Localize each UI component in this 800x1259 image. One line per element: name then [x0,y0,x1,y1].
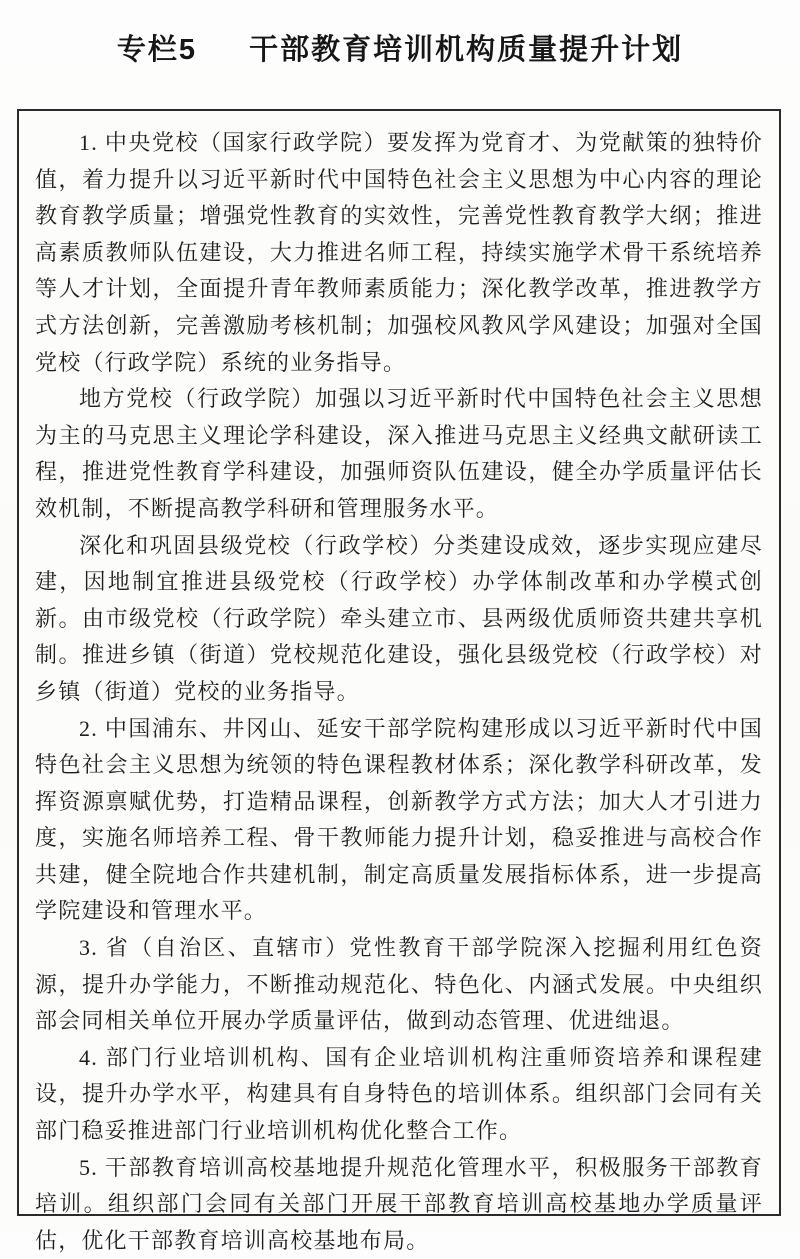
page-title [0,0,800,68]
paragraph-3: 深化和巩固县级党校（行政学校）分类建设成效，逐步实现应建尽建，因地制宜推进县级党校（行政学校）办学体制改革和办学模式创新。由市级党校（行政学院）牵头建立市、县两级优质师资共建共享机制。推进乡镇（街道）党校规范化建设，强化县级党校（行政学校）对乡镇（街道）党校的业务指导。 [35,532,763,704]
paragraph-5: 3. 省（自治区、直辖市）党性教育干部学院深入挖掘利用红色资源，提升办学能力，不断推动规范化、特色化、内涵式发展。中央组织部会同相关单位开展办学质量评估，做到动态管理、优进绌退。 [35,935,763,1034]
page-title-label: 专栏5 [116,34,197,66]
page-title-text: 干部教育培训机构质量提升计划 [249,34,684,66]
paragraph-2: 地方党校（行政学院）加强以习近平新时代中国特色社会主义思想为主的马克思主义理论学科建设，深入推进马克思主义经典文献研读工程，推进党性教育学科建设，加强师资队伍建设，健全办学质量评估长效机制，不断提高教学科研和管理服务水平。 [35,386,763,521]
paragraph-4: 2. 中国浦东、井冈山、延安干部学院构建形成以习近平新时代中国特色社会主义思想为统领的特色课程教材体系；深化教学科研改革，发挥资源禀赋优势，打造精品课程，创新教学方式方法；加大人才引进力度，实施名师培养工程、骨干教师能力提升计划，稳妥推进与高校合作共建，健全院地合作共建机制，制定高质量发展指标体系，进一步提高学院建设和管理水平。 [35,715,763,924]
content-box [17,109,781,1253]
paragraph-7: 5. 干部教育培训高校基地提升规范化管理水平，积极服务干部教育培训。组织部门会同有关部门开展干部教育培训高校基地办学质量评估，优化干部教育培训高校基地布局。 [35,1154,763,1253]
paragraph-1: 1. 中央党校（国家行政学院）要发挥为党育才、为党献策的独特价值，着力提升以习近平新时代中国特色社会主义思想为中心内容的理论教育教学质量；增强党性教育的实效性，完善党性教育教学大纲；推进高素质教师队伍建设，大力推进名师工程，持续实施学术骨干系统培养等人才计划，全面提升青年教师素质能力；深化教学改革，推进教学方式方法创新，完善激励考核机制；加强校风教风学风建设；加强对全国党校（行政学院）系统的业务指导。 [35,130,763,375]
paragraph-6: 4. 部门行业培训机构、国有企业培训机构注重师资培养和课程建设，提升办学水平，构建具有自身特色的培训体系。组织部门会同有关部门稳妥推进部门行业培训机构优化整合工作。 [35,1044,763,1144]
